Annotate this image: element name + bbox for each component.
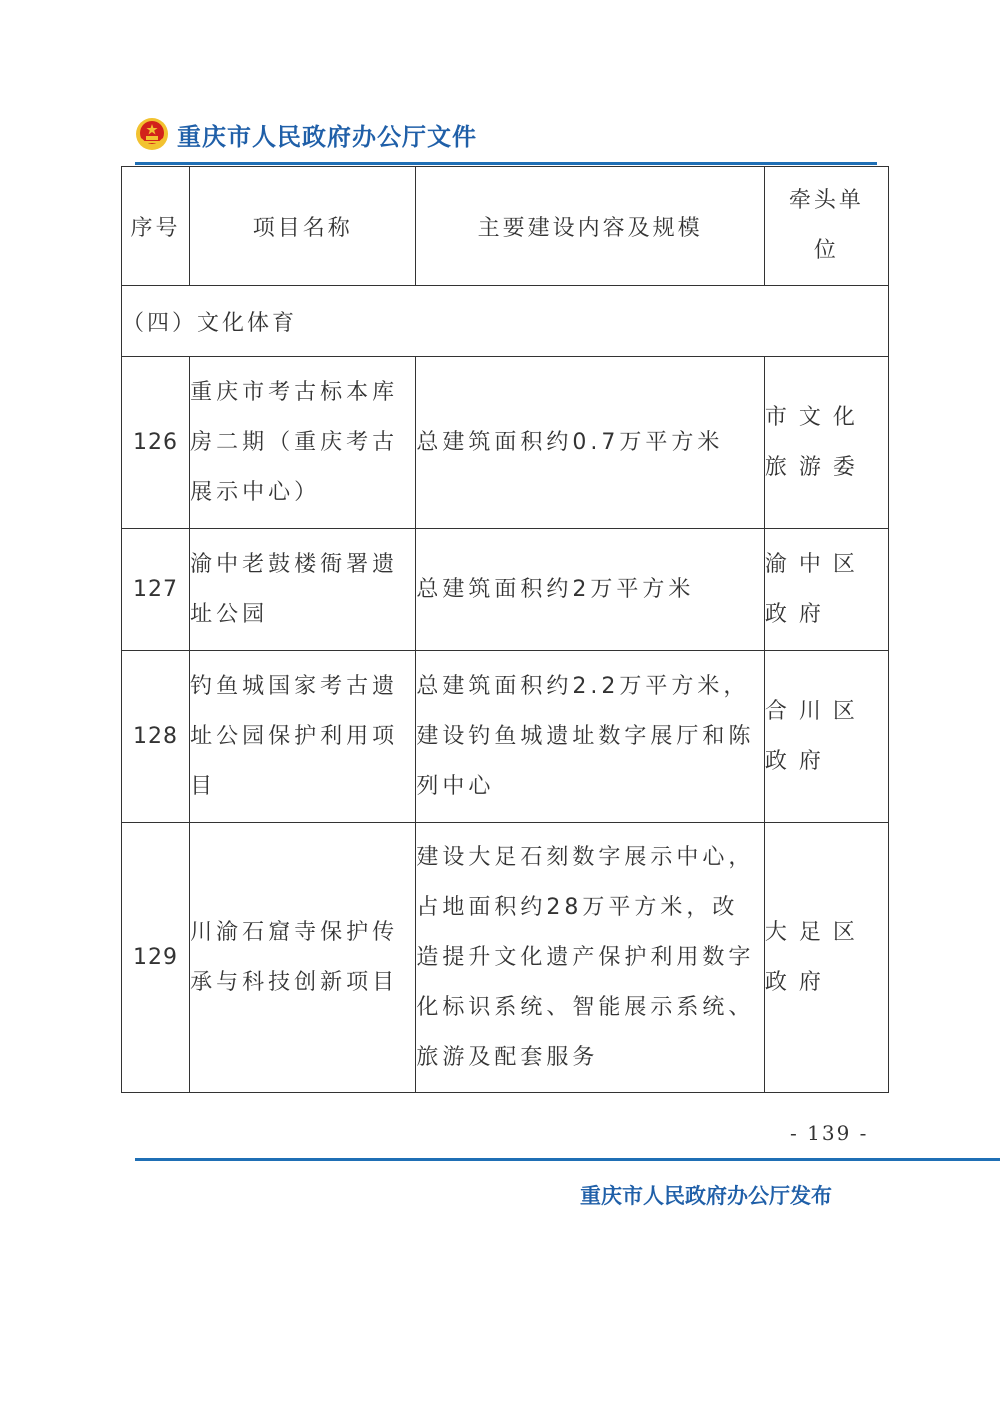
footer-publisher: 重庆市人民政府办公厅发布	[580, 1183, 832, 1208]
lead-unit: 渝中区政府	[764, 529, 888, 651]
row-number: 126	[122, 357, 190, 529]
column-header-content: 主要建设内容及规模	[416, 167, 764, 286]
header-divider	[135, 162, 877, 165]
row-number: 127	[122, 529, 190, 651]
header-title: 重庆市人民政府办公厅文件	[177, 121, 477, 151]
lead-unit: 大足区政府	[764, 823, 888, 1093]
table-row	[122, 357, 889, 529]
lead-unit: 合川区政府	[764, 651, 888, 823]
project-content: 总建筑面积约2.2万平方米，建设钓鱼城遗址数字展厅和陈列中心	[416, 651, 764, 823]
lead-unit: 市文化旅游委	[764, 357, 888, 529]
project-content: 总建筑面积约2万平方米	[416, 529, 764, 651]
section-title: （四）文化体育	[122, 286, 889, 357]
project-content: 总建筑面积约0.7万平方米	[416, 357, 764, 529]
column-header-unit: 牵头单位	[764, 167, 888, 286]
row-number: 128	[122, 651, 190, 823]
page-number: - 139 -	[790, 1121, 869, 1145]
table-row	[122, 651, 889, 823]
project-name: 重庆市考古标本库房二期（重庆考古展示中心）	[190, 357, 416, 529]
project-name: 钓鱼城国家考古遗址公园保护利用项目	[190, 651, 416, 823]
column-header-no: 序号	[122, 167, 190, 286]
table-row	[122, 529, 889, 651]
table-header-row	[122, 167, 889, 286]
project-table	[121, 166, 889, 1093]
document-header	[135, 112, 477, 156]
table-row	[122, 823, 889, 1093]
project-name: 渝中老鼓楼衙署遗址公园	[190, 529, 416, 651]
project-name: 川渝石窟寺保护传承与科技创新项目	[190, 823, 416, 1093]
project-content: 建设大足石刻数字展示中心，占地面积约28万平方米，改造提升文化遗产保护利用数字化标识系统、智能展示系统、旅游及配套服务	[416, 823, 764, 1093]
national-emblem-icon	[135, 117, 169, 151]
row-number: 129	[122, 823, 190, 1093]
footer-divider	[135, 1158, 1000, 1161]
column-header-name: 项目名称	[190, 167, 416, 286]
section-row	[122, 286, 889, 357]
